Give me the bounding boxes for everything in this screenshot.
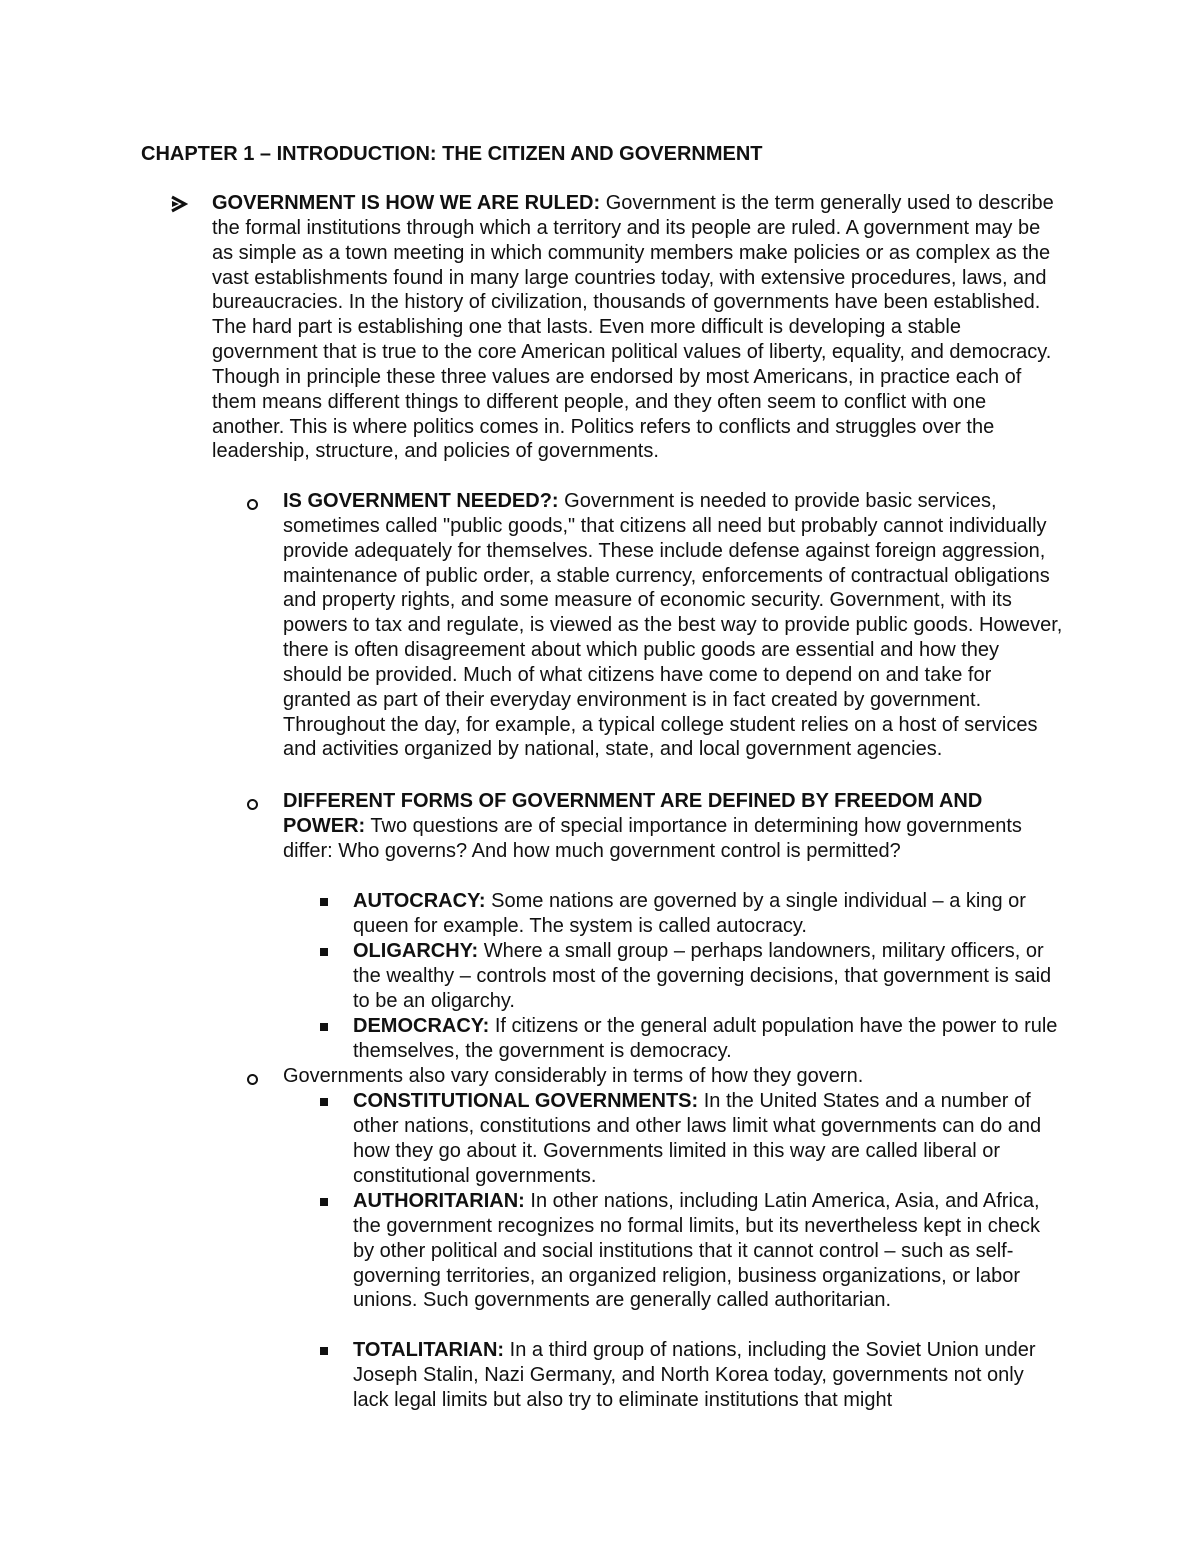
- text-government-needed: Government is needed to provide basic services, sometimes called "public goods," that citizens all need but probably cannot individually provide adequately for themselves. These include defense against foreign aggression, maintenance of public order, a stable currency, enforcements of contractual obligations and property rights, and some measure of economic security. Government, with its powers to tax and regulate, is viewed as the best way to provide public goods. However, there is often disagreement about which public goods are essential and how they should be provided. Much of what citizens have come to depend on and take for granted as part of their everyday environment is in fact created by government. Throughout the day, for example, a typical college student relies on a host of services and activities organized by national, state, and local government agencies.: [283, 490, 1063, 761]
- square-bullet-icon: [317, 940, 337, 964]
- chapter-title: CHAPTER 1 – INTRODUCTION: THE CITIZEN AND GOVERNMENT: [141, 143, 763, 165]
- section-constitutional: [353, 1089, 1063, 1188]
- text-autocracy: Some nations are governed by a single individual – a king or queen for example. The system is called autocracy.: [353, 890, 1026, 937]
- square-bullet-icon: [317, 1090, 337, 1114]
- text-totalitarian: In a third group of nations, including the Soviet Union under Joseph Stalin, Nazi Germany, and North Korea today, governments not only lack legal limits but also try to eliminate institutions that might: [353, 1339, 1036, 1411]
- term-authoritarian: AUTHORITARIAN:: [353, 1190, 525, 1212]
- text-democracy: If citizens or the general adult population have the power to rule themselves, the government is democracy.: [353, 1015, 1058, 1062]
- text-constitutional: In the United States and a number of other nations, constitutions and other laws limit what governments can do and how they go about it. Governments limited in this way are called liberal or constitutional governments.: [353, 1090, 1042, 1187]
- square-bullet-icon: [317, 890, 337, 914]
- text-oligarchy: Where a small group – perhaps landowners, military officers, or the wealthy – controls most of the governing decisions, that government is said to be an oligarchy.: [353, 940, 1052, 1012]
- term-forms-of-government: DIFFERENT FORMS OF GOVERNMENT ARE DEFINED BY FREEDOM AND POWER:: [283, 790, 983, 837]
- term-government-needed: IS GOVERNMENT NEEDED?:: [283, 490, 559, 512]
- circle-bullet-icon: [245, 790, 265, 814]
- square-bullet-icon: [317, 1190, 337, 1214]
- section-totalitarian: [353, 1338, 1063, 1413]
- section-autocracy: [353, 889, 1063, 939]
- term-totalitarian: TOTALITARIAN:: [353, 1339, 505, 1361]
- square-bullet-icon: [317, 1015, 337, 1039]
- section-government-needed: [283, 489, 1063, 762]
- circle-bullet-icon: [245, 1065, 265, 1089]
- section-forms-of-government: [283, 789, 1063, 864]
- section-oligarchy: [353, 939, 1063, 1014]
- square-bullet-icon: [317, 1339, 337, 1363]
- text-governments-vary: Governments also vary considerably in terms of how they govern.: [283, 1065, 864, 1087]
- text-government-ruled: Government is the term generally used to describe the formal institutions through which a territory and its people are ruled. A government may be as simple as a town meeting in which community members make policies or as complex as the vast establishments found in many large countries today, with extensive procedures, laws, and bureaucracies. In the history of civilization, thousands of governments have been established. The hard part is establishing one that lasts. Even more difficult is developing a stable government that is true to the core American political values of liberty, equality, and democracy. Though in principle these three values are endorsed by most Americans, in practice each of them means different things to different people, and they often seem to conflict with one another. This is where politics comes in. Politics refers to conflicts and struggles over the leadership, structure, and policies of governments.: [212, 192, 1054, 463]
- term-democracy: DEMOCRACY:: [353, 1015, 490, 1037]
- section-authoritarian: [353, 1189, 1063, 1313]
- term-oligarchy: OLIGARCHY:: [353, 940, 479, 962]
- section-government-ruled: [212, 191, 1062, 464]
- circle-bullet-icon: [245, 490, 265, 514]
- text-forms-of-government: Two questions are of special importance in determining how governments differ: Who governs? And how much government control is permitted?: [283, 814, 1022, 862]
- term-autocracy: AUTOCRACY:: [353, 890, 486, 912]
- arrow-bullet-icon: [168, 192, 188, 216]
- term-constitutional: CONSTITUTIONAL GOVERNMENTS:: [353, 1090, 699, 1112]
- text-authoritarian: In other nations, including Latin America, Asia, and Africa, the government recognizes no formal limits, but its nevertheless kept in check by other political and social institutions that it cannot control – such as self-governing territories, an organized religion, business organizations, or labor unions. Such governments are generally called authoritarian.: [353, 1190, 1040, 1312]
- section-democracy: [353, 1014, 1063, 1064]
- section-governments-vary: [283, 1064, 1063, 1089]
- term-government-ruled: GOVERNMENT IS HOW WE ARE RULED:: [212, 192, 601, 214]
